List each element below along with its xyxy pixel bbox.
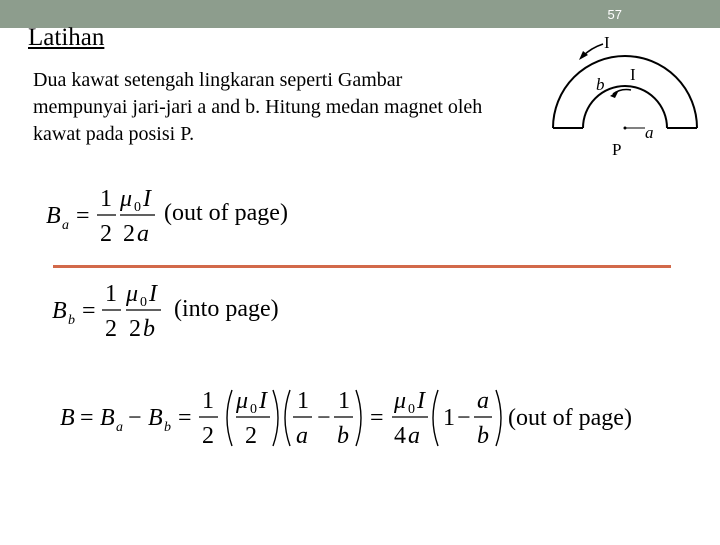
svg-text:a: a bbox=[116, 420, 123, 435]
svg-text:μ: μ bbox=[126, 281, 139, 307]
svg-text:a: a bbox=[408, 423, 420, 449]
svg-text:2: 2 bbox=[202, 423, 214, 449]
svg-text:B: B bbox=[148, 405, 163, 431]
radius-a-label: a bbox=[645, 123, 654, 142]
svg-text:0: 0 bbox=[408, 402, 415, 417]
equation-bb bbox=[52, 281, 279, 342]
svg-text:=: = bbox=[178, 405, 192, 431]
divider-line bbox=[53, 265, 671, 268]
svg-text:B: B bbox=[100, 405, 115, 431]
svg-text:b: b bbox=[164, 420, 171, 435]
svg-text:4: 4 bbox=[394, 423, 406, 449]
svg-text:2: 2 bbox=[105, 316, 117, 342]
svg-text:1: 1 bbox=[202, 388, 214, 414]
svg-text:=: = bbox=[370, 405, 384, 431]
svg-text:0: 0 bbox=[250, 402, 257, 417]
svg-text:μ: μ bbox=[236, 388, 249, 414]
svg-text:2: 2 bbox=[245, 423, 257, 449]
svg-text:1: 1 bbox=[443, 405, 455, 431]
svg-text:a: a bbox=[62, 218, 69, 233]
slide-title: Latihan bbox=[28, 24, 105, 51]
svg-text:μ: μ bbox=[120, 186, 133, 212]
svg-text:a: a bbox=[296, 423, 308, 449]
outer-current-label: I bbox=[604, 33, 610, 52]
svg-text:1: 1 bbox=[297, 388, 309, 414]
point-p-label: P bbox=[612, 140, 622, 159]
equation-ba bbox=[46, 186, 288, 247]
svg-text:I: I bbox=[149, 281, 157, 307]
inner-current-label: I bbox=[630, 65, 636, 84]
svg-text:0: 0 bbox=[140, 295, 147, 310]
svg-text:−: − bbox=[317, 405, 331, 431]
b-direction: (out of page) bbox=[508, 405, 632, 431]
svg-text:μ: μ bbox=[394, 388, 407, 414]
svg-text:2: 2 bbox=[123, 221, 135, 247]
svg-text:−: − bbox=[457, 405, 471, 431]
svg-text:2: 2 bbox=[129, 316, 141, 342]
svg-text:1: 1 bbox=[105, 281, 117, 307]
svg-text:1: 1 bbox=[100, 186, 112, 212]
radius-b-label: b bbox=[596, 75, 605, 94]
svg-text:b: b bbox=[337, 423, 349, 449]
svg-text:2: 2 bbox=[100, 221, 112, 247]
problem-statement: Dua kawat setengah lingkaran seperti Gambar mempunyai jari-jari a and b. Hitung medan magnet oleh kawat pada posisi P. bbox=[33, 69, 483, 145]
svg-text:1: 1 bbox=[338, 388, 350, 414]
svg-text:−: − bbox=[128, 405, 142, 431]
svg-text:a: a bbox=[137, 221, 149, 247]
svg-text:=: = bbox=[76, 203, 90, 229]
svg-text:I: I bbox=[259, 388, 267, 414]
svg-text:b: b bbox=[68, 313, 75, 328]
equation-b-total bbox=[60, 388, 632, 449]
svg-text:0: 0 bbox=[134, 200, 141, 215]
svg-text:I: I bbox=[417, 388, 425, 414]
slide-number: 57 bbox=[607, 7, 622, 22]
svg-text:B: B bbox=[60, 405, 75, 431]
svg-text:a: a bbox=[477, 388, 489, 414]
svg-text:b: b bbox=[143, 316, 155, 342]
svg-text:b: b bbox=[477, 423, 489, 449]
svg-text:B: B bbox=[46, 203, 61, 229]
svg-text:I: I bbox=[143, 186, 151, 212]
ba-direction: (out of page) bbox=[164, 200, 288, 226]
svg-text:=: = bbox=[82, 298, 96, 324]
bb-direction: (into page) bbox=[174, 296, 279, 322]
svg-text:=: = bbox=[80, 405, 94, 431]
svg-text:B: B bbox=[52, 298, 67, 324]
